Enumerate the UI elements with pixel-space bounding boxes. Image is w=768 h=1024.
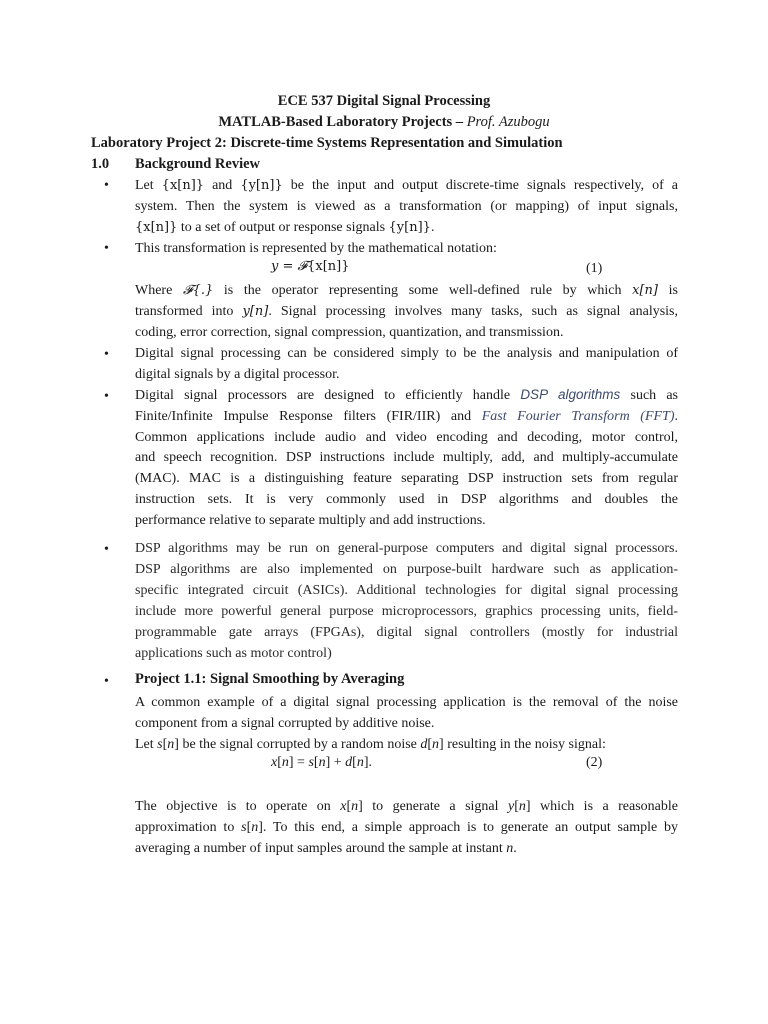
eq2-text: [ bbox=[352, 755, 357, 770]
var-n: n bbox=[356, 755, 364, 770]
eq1-rhs: {x[n]} bbox=[307, 259, 350, 274]
section-number: 1.0 bbox=[91, 156, 110, 172]
subtitle bbox=[0, 114, 768, 131]
math-x: x[n] bbox=[632, 283, 659, 298]
fft-term: Fast Fourier Transform (FFT) bbox=[481, 408, 675, 424]
math-y: {y[n]} bbox=[240, 178, 283, 193]
var-n: n bbox=[506, 841, 514, 856]
project-1-1-title: Project 1.1: Signal Smoothing by Averaging bbox=[135, 671, 405, 687]
p5-line-2: DSP algorithms are also implemented on purpose-built hardware such as application- bbox=[135, 562, 678, 577]
p4-text: . bbox=[674, 408, 679, 424]
p1-text: to a set of output or response signals bbox=[177, 220, 389, 235]
eq1-operator: 𝓕 bbox=[297, 259, 308, 274]
var-y: y bbox=[508, 799, 515, 814]
p3-line-1: Digital signal processing can be considered simply to be the analysis and manipulation of bbox=[135, 346, 678, 361]
p4-line-4: and speech recognition. DSP instructions include multiply, add, and multiply-accumulate bbox=[135, 450, 678, 466]
bullet-1: • bbox=[104, 178, 109, 193]
p4-text: such as bbox=[620, 388, 679, 403]
p7-text: averaging a number of input samples around the sample at instant bbox=[135, 841, 507, 856]
paragraph-4 bbox=[135, 385, 678, 532]
math-y: {y[n]} bbox=[388, 220, 431, 235]
p6-text: ] resulting in the noisy signal: bbox=[439, 737, 606, 752]
eq1-lhs: y = bbox=[271, 259, 298, 274]
var-s: s bbox=[308, 755, 314, 770]
p4-text: Finite/Infinite Impulse Response filters (FIR/IIR) and bbox=[135, 408, 482, 424]
paragraph-1 bbox=[135, 175, 678, 238]
p7-text: [ bbox=[514, 799, 519, 814]
dsp-algorithms-term: DSP algorithms bbox=[520, 387, 621, 402]
project-title: Laboratory Project 2: Discrete-time Systems Representation and Simulation bbox=[91, 135, 563, 151]
p2-text: is bbox=[658, 283, 678, 298]
var-s: s bbox=[157, 737, 163, 752]
p1-line-3 bbox=[135, 217, 678, 238]
var-d: d bbox=[345, 755, 353, 770]
p2-line-1: This transformation is represented by the mathematical notation: bbox=[135, 241, 497, 256]
p1-text: be the input and output discrete-time signals respectively, of a bbox=[282, 178, 678, 193]
var-s: s bbox=[241, 820, 247, 835]
p7-text: . bbox=[513, 841, 517, 856]
bullet-3: • bbox=[104, 347, 109, 362]
p2-text: is the operator representing some well-defined rule by which bbox=[213, 283, 633, 298]
p2-text: Where bbox=[135, 283, 183, 298]
p5-line-6: applications such as motor control) bbox=[135, 646, 332, 661]
p4-line-2 bbox=[135, 407, 678, 428]
subtitle-main: MATLAB-Based Laboratory Projects – bbox=[218, 114, 467, 130]
var-x: x bbox=[271, 755, 278, 770]
eq2-text: [ bbox=[277, 755, 282, 770]
equation-2 bbox=[271, 755, 372, 771]
p6-text: Let bbox=[135, 737, 158, 752]
paragraph-6 bbox=[135, 692, 678, 755]
p3-line-2: digital signals by a digital processor. bbox=[135, 367, 340, 382]
p5-line-5: programmable gate arrays (FPGAs), digital signal controllers (mostly for industrial bbox=[135, 625, 678, 640]
p6-text: ] be the signal corrupted by a random noise bbox=[174, 737, 421, 752]
p6-text: [ bbox=[427, 737, 433, 752]
section-title: Background Review bbox=[135, 156, 261, 172]
p7-text: The objective is to operate on bbox=[135, 799, 341, 814]
p7-line-3 bbox=[135, 838, 678, 859]
p7-text: [ bbox=[246, 820, 252, 835]
p1-text: . bbox=[430, 220, 435, 235]
var-n: n bbox=[251, 820, 259, 835]
bullet-2: • bbox=[104, 241, 109, 256]
course-title: ECE 537 Digital Signal Processing bbox=[277, 93, 491, 109]
p1-text: Let bbox=[135, 178, 162, 193]
paragraph-2 bbox=[135, 280, 678, 343]
p2-text: . Signal processing involves many tasks, such as signal analysis, bbox=[268, 304, 678, 319]
p7-text: ]. To this end, a simple approach is to generate an output sample by bbox=[258, 820, 678, 835]
math-x: {x[n]} bbox=[161, 178, 205, 193]
var-n: n bbox=[351, 799, 359, 814]
p4-text: Digital signal processors are designed to efficiently handle bbox=[135, 388, 521, 403]
p7-text: ] which is a reasonable bbox=[525, 799, 678, 814]
var-n: n bbox=[167, 737, 175, 752]
subtitle-author: Prof. Azubogu bbox=[466, 114, 550, 130]
p7-line-2 bbox=[135, 817, 678, 838]
var-n: n bbox=[518, 799, 526, 814]
var-n: n bbox=[281, 755, 289, 770]
p6-line-1: A common example of a digital signal processing application is the removal of the noise bbox=[135, 695, 678, 710]
paragraph-2-intro bbox=[135, 238, 678, 259]
p1-line-2: system. Then the system is viewed as a transformation (or mapping) of input signals, bbox=[135, 199, 678, 214]
p4-line-3: Common applications include audio and video encoding and decoding, motor control, bbox=[135, 429, 678, 445]
equation-1 bbox=[271, 259, 350, 275]
p5-line-1: DSP algorithms may be run on general-purpose computers and digital signal processors. bbox=[135, 541, 678, 556]
var-n: n bbox=[318, 755, 326, 770]
p6-line-2: component from a signal corrupted by additive noise. bbox=[135, 716, 435, 731]
equation-1-number: (1) bbox=[586, 261, 603, 276]
p2-line-2 bbox=[135, 280, 678, 301]
math-operator: 𝓕{.} bbox=[182, 283, 214, 298]
p5-line-4: include more powerful general purpose microprocessors, graphics processing units, field- bbox=[135, 604, 678, 619]
bullet-6: • bbox=[104, 674, 109, 689]
var-d: d bbox=[420, 737, 428, 752]
p7-text: ] to generate a signal bbox=[358, 799, 508, 814]
p2-line-3 bbox=[135, 301, 678, 322]
p2-text: transformed into bbox=[135, 304, 243, 319]
paragraph-5 bbox=[135, 538, 678, 664]
equation-2-number: (2) bbox=[586, 755, 603, 770]
var-n: n bbox=[432, 737, 440, 752]
p5-line-3: specific integrated circuit (ASICs). Additional technologies for digital signal processing bbox=[135, 583, 678, 598]
eq2-text: ] + bbox=[325, 755, 346, 770]
p4-line-6: instruction sets. It is very commonly used in DSP algorithms and doubles the bbox=[135, 491, 678, 507]
p7-text: approximation to bbox=[135, 820, 242, 835]
p2-line-4: coding, error correction, signal compression, quantization, and transmission. bbox=[135, 325, 564, 340]
bullet-4: • bbox=[104, 389, 109, 404]
p1-text: and bbox=[204, 178, 241, 193]
p4-line-1 bbox=[135, 385, 678, 407]
eq2-text: ] = bbox=[288, 755, 309, 770]
p4-line-7: performance relative to separate multiply and add instructions. bbox=[135, 512, 486, 528]
p4-line-5: (MAC). MAC is a distinguishing feature separating DSP instruction sets from regular bbox=[135, 471, 678, 487]
eq2-text: ]. bbox=[363, 755, 372, 770]
p6-text: [ bbox=[162, 737, 168, 752]
math-x: {x[n]} bbox=[135, 220, 178, 235]
bullet-5: • bbox=[104, 542, 109, 557]
paragraph-3 bbox=[135, 343, 678, 385]
p7-line-1 bbox=[135, 796, 678, 817]
var-x: x bbox=[340, 799, 347, 814]
paragraph-7 bbox=[135, 796, 678, 859]
eq2-text: [ bbox=[313, 755, 319, 770]
math-y: y[n] bbox=[242, 304, 269, 319]
p1-line-1 bbox=[135, 175, 678, 196]
p7-text: [ bbox=[346, 799, 352, 814]
p6-line-3 bbox=[135, 734, 678, 755]
